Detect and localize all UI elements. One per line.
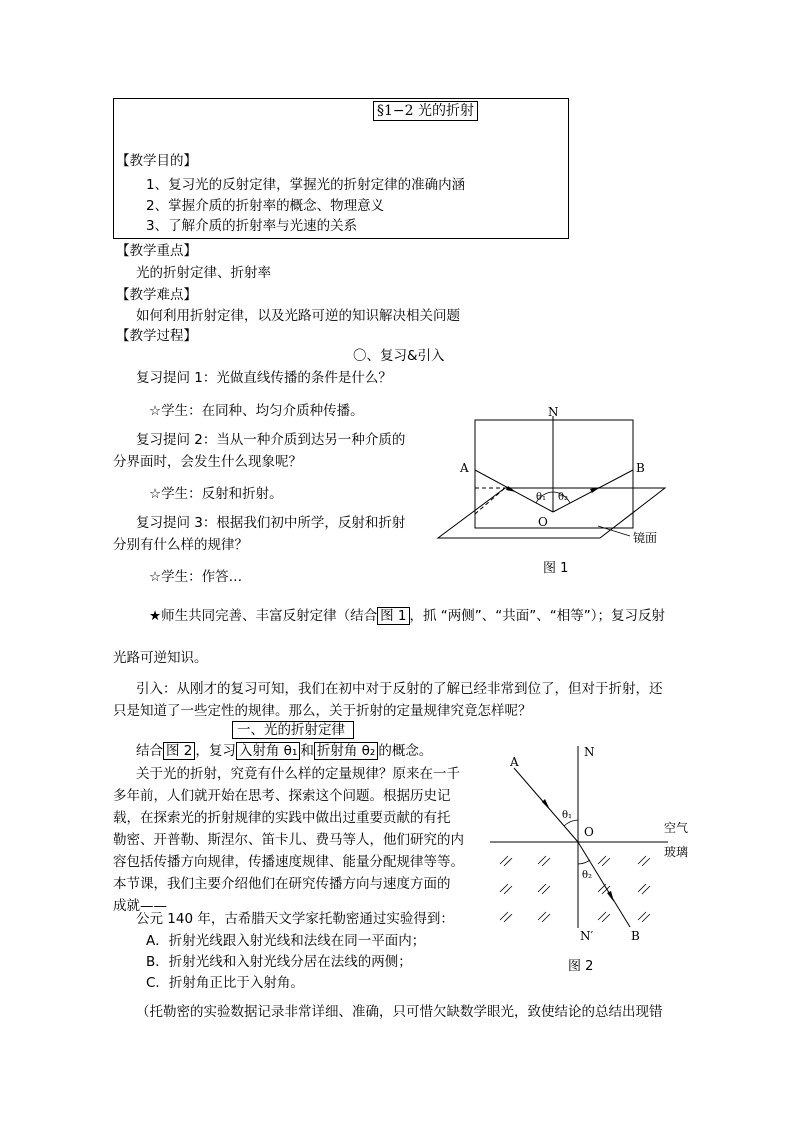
key-points-text: 光的折射定律、折射率 (136, 265, 271, 281)
incident-angle-term: 入射角 θ₁ (236, 742, 300, 760)
fig2-glass-label: 玻璃 (664, 845, 689, 859)
review-question-3-line1: 复习提问 3：根据我们初中所学，反射和折射 (136, 515, 406, 531)
review-question-2-line1: 复习提问 2：当从一种介质到达另一种介质的 (136, 432, 406, 448)
history-line-1: 关于光的折射，究竟有什么样的定量规律？原来在一千 (136, 766, 460, 782)
fig2-label-n-prime: N′ (580, 929, 594, 943)
section-title: §1−2 光的折射 (373, 103, 478, 119)
fig2-air-label: 空气 (664, 821, 689, 835)
fig1-mirror-label: 镜面 (633, 531, 658, 545)
intro-line-1: 引入：从刚才的复习可知，我们在初中对于反射的了解已经非常到位了，但对于折射，还 (136, 681, 663, 697)
fig2-theta2: θ₂ (582, 870, 593, 881)
summary-line-1: ★师生共同完善、丰富反射定律（结合 图 1 ，抓 “两侧”、“共面”、“相等”）；复习反射 (149, 608, 666, 624)
fig2-label-b: B (631, 929, 640, 943)
intro-line-2: 只是知道了一些定性的规律。那么，关于折射的定量规律究竟怎样呢？ (113, 703, 532, 719)
history-line-6: 本节课，我们主要介绍他们在研究传播方向与速度方面的 (113, 876, 451, 892)
fig1-label-b: B (636, 461, 645, 475)
goal-item-3: 3、了解介质的折射率与光速的关系 (146, 218, 358, 234)
combine-line: 结合 图 2 ，复习 入射角 θ₁ 和 折射角 θ₂ 的概念。 (136, 743, 433, 759)
fig2-label-a: A (510, 755, 519, 769)
refracted-arrow (607, 891, 614, 902)
process-heading: 【教学过程】 (116, 328, 197, 344)
fig2-label-o: O (584, 825, 594, 839)
history-line-7: 成就—— (113, 898, 167, 914)
review-question-3-line2: 分别有什么样的规律？ (113, 537, 248, 553)
incident-arrow (506, 486, 516, 492)
goals-heading: 【教学目的】 (116, 153, 197, 169)
history-line-4: 勒密、开普勒、斯涅尔、笛卡儿、费马等人，他们研究的内 (113, 832, 464, 848)
ptolemy-note: （托勒密的实验数据记录非常详细、准确，只可惜欠缺数学眼光，致使结论的总结出现错 (136, 1004, 663, 1020)
fig1-label-n: N (548, 405, 559, 419)
student-answer-2: ☆学生：反射和折射。 (149, 486, 283, 502)
history-line-5: 容包括传播方向规律，传播速度规律、能量分配规律等等。 (113, 854, 464, 870)
ptolemy-item-b: B．折射光线和入射光线分居在法线的两侧； (146, 954, 412, 970)
fig2-label-n: N (584, 745, 595, 759)
refraction-angle-term: 折射角 θ₂ (314, 742, 378, 760)
review-question-2-line2: 分界面时，会发生什么现象呢？ (113, 454, 302, 470)
figure-1-reflection-diagram (430, 402, 680, 552)
ptolemy-intro: 公元 140 年，古希腊天文学家托勒密通过实验得到： (136, 911, 454, 927)
review-intro-title: 〇、复习&引入 (353, 348, 445, 364)
difficulties-heading: 【教学难点】 (116, 287, 197, 303)
fig2-theta1: θ₁ (562, 810, 573, 821)
figure-2-reference: 图 2 (163, 742, 195, 760)
review-question-1: 复习提问 1：光做直线传播的条件是什么？ (136, 370, 392, 386)
fig1-label-a: A (460, 461, 469, 475)
glass-hatching (500, 856, 650, 922)
student-answer-3: ☆学生：作答… (149, 569, 243, 585)
angle-arc-2 (578, 860, 590, 864)
fig1-theta2: θ₂ (558, 492, 569, 503)
goal-item-2: 2、掌握介质的折射率的概念、物理意义 (146, 198, 385, 214)
key-points-heading: 【教学重点】 (116, 243, 197, 259)
history-line-2: 多年前，人们就开始在思考、探索这个问题。根据历史记 (113, 788, 451, 804)
ptolemy-item-c: C．折射角正比于入射角。 (146, 975, 304, 991)
incident-arrow (542, 799, 550, 810)
section-1-title: 一、光的折射定律 (232, 723, 354, 739)
figure-2-refraction-diagram (480, 740, 700, 945)
goal-item-1: 1、复习光的反射定律，掌握光的折射定律的准确内涵 (146, 177, 466, 193)
figure-1-caption: 图 1 (543, 561, 569, 576)
difficulties-text: 如何利用折射定律，以及光路可逆的知识解决相关问题 (136, 308, 460, 324)
fig1-theta1: θ₁ (536, 492, 547, 503)
mirror-plane (438, 488, 665, 538)
ptolemy-item-a: A．折射光线跟入射光线和法线在同一平面内； (146, 933, 426, 949)
figure-1-reference: 图 1 (377, 607, 409, 625)
fig1-label-o: O (538, 515, 548, 529)
student-answer-1: ☆学生：在同种、均匀介质种传播。 (149, 403, 364, 419)
summary-line-2: 光路可逆知识。 (113, 650, 208, 666)
history-line-3: 载，在探索光的折射规律的实践中做出过重要贡献的有托 (113, 810, 451, 826)
figure-2-caption: 图 2 (568, 959, 594, 974)
